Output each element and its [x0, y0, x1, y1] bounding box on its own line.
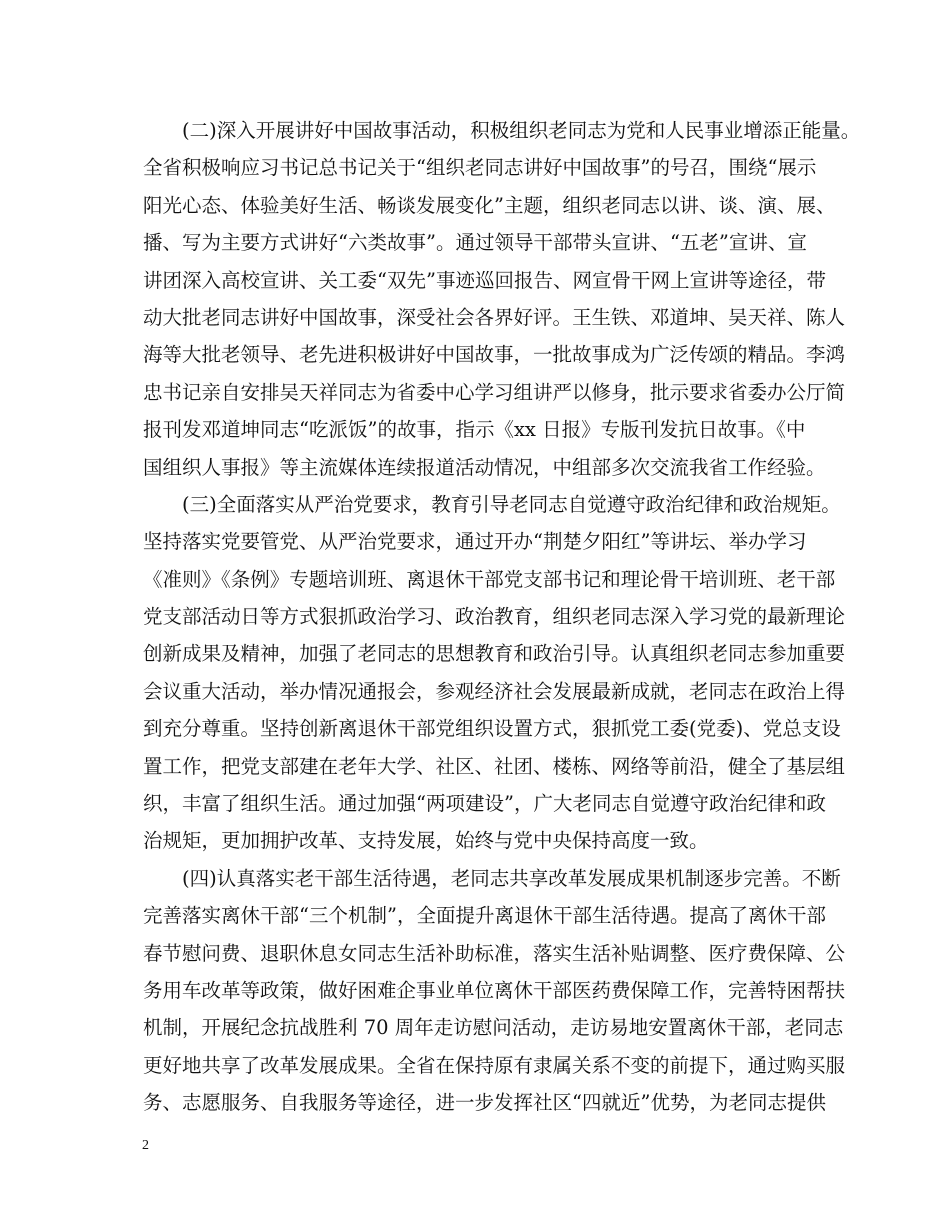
paragraph-line: (四)认真落实老干部生活待遇，老同志共享改革发展成果机制逐步完善。不断	[182, 866, 841, 890]
paragraph-line: 坚持落实党要管党、从严治党要求，通过开办“荆楚夕阳红”等讲坛、举办学习	[143, 530, 807, 554]
paragraph-line: 会议重大活动，举办情况通报会，参观经济社会发展最新成就，老同志在政治上得	[143, 679, 846, 703]
page-number: 2	[142, 1138, 149, 1153]
paragraph-line: 国组织人事报》等主流媒体连续报道活动情况，中组部多次交流我省工作经验。	[143, 455, 826, 479]
paragraph-4	[143, 860, 846, 1122]
paragraph-line: 更好地共享了改革发展成果。全省在保持原有隶属关系不变的前提下，通过购买服	[143, 1053, 846, 1077]
paragraph-line: 播、写为主要方式讲好“六类故事”。通过领导干部带头宣讲、“五老”宣讲、宣	[143, 231, 807, 255]
paragraph-line: 务用车改革等政策，做好困难企事业单位离休干部医药费保障工作，完善特困帮扶	[143, 978, 846, 1002]
paragraph-line: 春节慰问费、退职休息女同志生活补助标准，落实生活补贴调整、医疗费保障、公	[143, 941, 846, 965]
document-body	[143, 112, 861, 1122]
paragraph-3	[143, 486, 846, 860]
paragraph-line: 机制，开展纪念抗战胜利 70 周年走访慰问活动，走访易地安置离休干部，老同志	[143, 1016, 844, 1040]
paragraph-line: 全省积极响应习书记总书记关于“组织老同志讲好中国故事”的号召，围绕“展示	[143, 156, 817, 180]
paragraph-line: 置工作，把党支部建在老年大学、社区、社团、楼栋、网络等前沿，健全了基层组	[143, 754, 846, 778]
paragraph-line: 党支部活动日等方式狠抓政治学习、政治教育，组织老同志深入学习党的最新理论	[143, 605, 846, 629]
paragraph-line: 讲团深入高校宣讲、关工委“双先”事迹巡回报告、网宣骨干网上宣讲等途径，带	[143, 268, 826, 292]
paragraph-2	[143, 112, 861, 486]
paragraph-line: 治规矩，更加拥护改革、支持发展，始终与党中央保持高度一致。	[143, 829, 709, 853]
paragraph-line: 忠书记亲自安排吴天祥同志为省委中心学习组讲严以修身，批示要求省委办公厅简	[143, 380, 846, 404]
paragraph-line: 创新成果及精神，加强了老同志的思想教育和政治引导。认真组织老同志参加重要	[143, 642, 846, 666]
paragraph-line: 织，丰富了组织生活。通过加强“两项建设”，广大老同志自觉遵守政治纪律和政	[143, 792, 826, 816]
paragraph-line: 报刊发邓道坤同志“吃派饭”的故事，指示《xx 日报》专版刊发抗日故事。《中	[143, 418, 806, 442]
paragraph-line: 完善落实离休干部“三个机制”，全面提升离退休干部生活待遇。提高了离休干部	[143, 904, 826, 928]
paragraph-line: 阳光心态、体验美好生活、畅谈发展变化”主题，组织老同志以讲、谈、演、展、	[143, 193, 836, 217]
paragraph-line: 务、志愿服务、自我服务等途径，进一步发挥社区“四就近”优势，为老同志提供	[143, 1091, 826, 1115]
paragraph-line: (二)深入开展讲好中国故事活动，积极组织老同志为党和人民事业增添正能量。	[182, 119, 861, 142]
paragraph-line: (三)全面落实从严治党要求，教育引导老同志自觉遵守政治纪律和政治规矩。	[182, 492, 841, 516]
paragraph-line: 《准则》《条例》专题培训班、离退休干部党支部书记和理论骨干培训班、老干部	[143, 567, 836, 591]
paragraph-line: 动大批老同志讲好中国故事，深受社会各界好评。王生铁、邓道坤、吴天祥、陈人	[143, 305, 846, 329]
paragraph-line: 海等大批老领导、老先进积极讲好中国故事，一批故事成为广泛传颂的精品。李鸿	[143, 343, 846, 367]
paragraph-line: 到充分尊重。坚持创新离退休干部党组织设置方式，狠抓党工委(党委)、党总支设	[143, 717, 841, 741]
